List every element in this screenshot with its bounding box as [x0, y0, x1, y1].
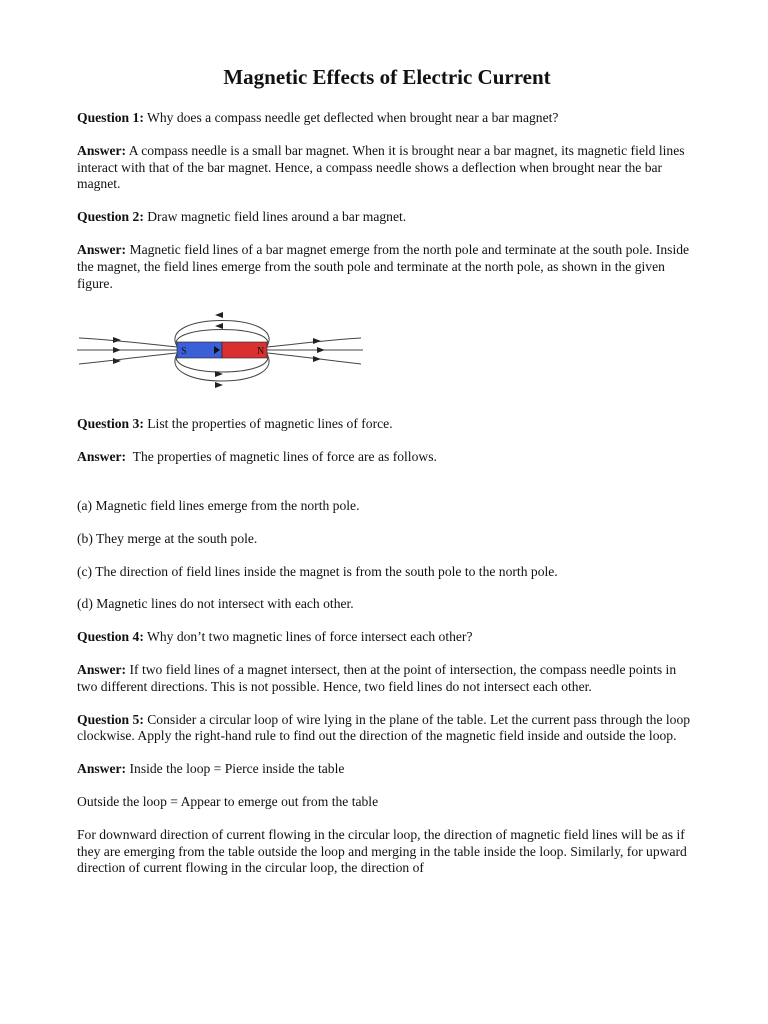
question-2-label: Question 2: — [77, 209, 144, 225]
arrow-left-bottom — [113, 358, 121, 364]
south-pole-label: S — [181, 346, 187, 358]
field-line-left-bottom — [79, 353, 177, 364]
document-page — [77, 64, 697, 893]
question-5-text: Consider a circular loop of wire lying in the plane of the table. Let the current pass through the loop clockwise. Apply the right-hand rule to find out the direction of the magnetic field inside and outside the loop. — [77, 711, 691, 744]
bar-magnet-field-figure — [77, 302, 697, 398]
arrow-left-axis — [113, 347, 121, 353]
question-5-label: Question 5: — [77, 711, 144, 727]
question-4-label: Question 4: — [77, 629, 144, 645]
answer-5-continued: For downward direction of current flowing in the circular loop, the direction of magnetic field lines will be as if they are emerging from the table outside the loop and merging in the table inside the loop. Similarly, for upward direction of current flowing in the circular loop, the direction of — [77, 826, 687, 876]
answer-4-text: If two field lines of a magnet intersect, then at the point of intersection, the compass needle points in two different directions. This is not possible. Hence, two field lines do not intersect each other. — [77, 661, 677, 694]
answer-4-label: Answer: — [77, 661, 127, 677]
question-3-text: List the properties of magnetic lines of force. — [143, 416, 393, 432]
question-3 — [77, 416, 697, 433]
arrow-right-bottom — [313, 356, 321, 362]
property-b: (b) They merge at the south pole. — [77, 530, 258, 546]
question-4-text: Why don’t two magnetic lines of force intersect each other? — [143, 629, 473, 645]
question-4 — [77, 629, 697, 646]
property-c: (c) The direction of field lines inside the magnet is from the south pole to the north pole. — [77, 563, 558, 579]
arrow-top-outer — [215, 312, 223, 318]
answer-3-label: Answer: — [77, 449, 127, 465]
north-pole-label: N — [257, 346, 265, 358]
question-1-text: Why does a compass needle get deflected when brought near a bar magnet? — [143, 110, 559, 125]
question-2-text: Draw magnetic field lines around a bar magnet. — [143, 209, 407, 225]
answer-1-text: A compass needle is a small bar magnet. When it is brought near a bar magnet, its magnetic field lines interact with that of the bar magnet. Hence, a compass needle shows a deflection when brought near the bar magnet. — [77, 142, 685, 192]
answer-2 — [77, 242, 697, 292]
question-5 — [77, 712, 697, 746]
question-2 — [77, 209, 697, 226]
answer-5-text: Inside the loop = Pierce inside the table — [126, 761, 345, 777]
answer-1 — [77, 143, 697, 193]
answer-1-label: Answer: — [77, 142, 127, 158]
page-title: Magnetic Effects of Electric Current — [223, 65, 551, 89]
arrow-top-middle — [215, 323, 223, 329]
arrow-right-axis — [317, 347, 325, 353]
arrow-left-top — [113, 337, 121, 343]
answer-5-outside: Outside the loop = Appear to emerge out from the table — [77, 793, 379, 809]
question-1 — [77, 110, 697, 127]
arrow-right-top — [313, 338, 321, 344]
answer-3-text: The properties of magnetic lines of force are as follows. — [126, 449, 437, 465]
question-3-label: Question 3: — [77, 416, 144, 432]
arrow-bottom-outer — [215, 382, 223, 388]
question-1-label: Question 1: — [77, 110, 144, 125]
answer-4 — [77, 662, 697, 696]
property-d: (d) Magnetic lines do not intersect with each other. — [77, 596, 354, 612]
answer-3 — [77, 449, 697, 466]
answer-5-label: Answer: — [77, 761, 127, 777]
field-line-left-top — [79, 338, 177, 347]
answer-2-text: Magnetic field lines of a bar magnet emerge from the north pole and terminate at the south pole. Inside the magnet, the field lines emerge from the south pole and terminate at the north pole, as shown in the given figure. — [77, 241, 690, 291]
bar-magnet-diagram — [77, 302, 367, 398]
answer-5 — [77, 761, 697, 778]
answer-2-label: Answer: — [77, 241, 127, 257]
property-a: (a) Magnetic field lines emerge from the north pole. — [77, 497, 360, 513]
